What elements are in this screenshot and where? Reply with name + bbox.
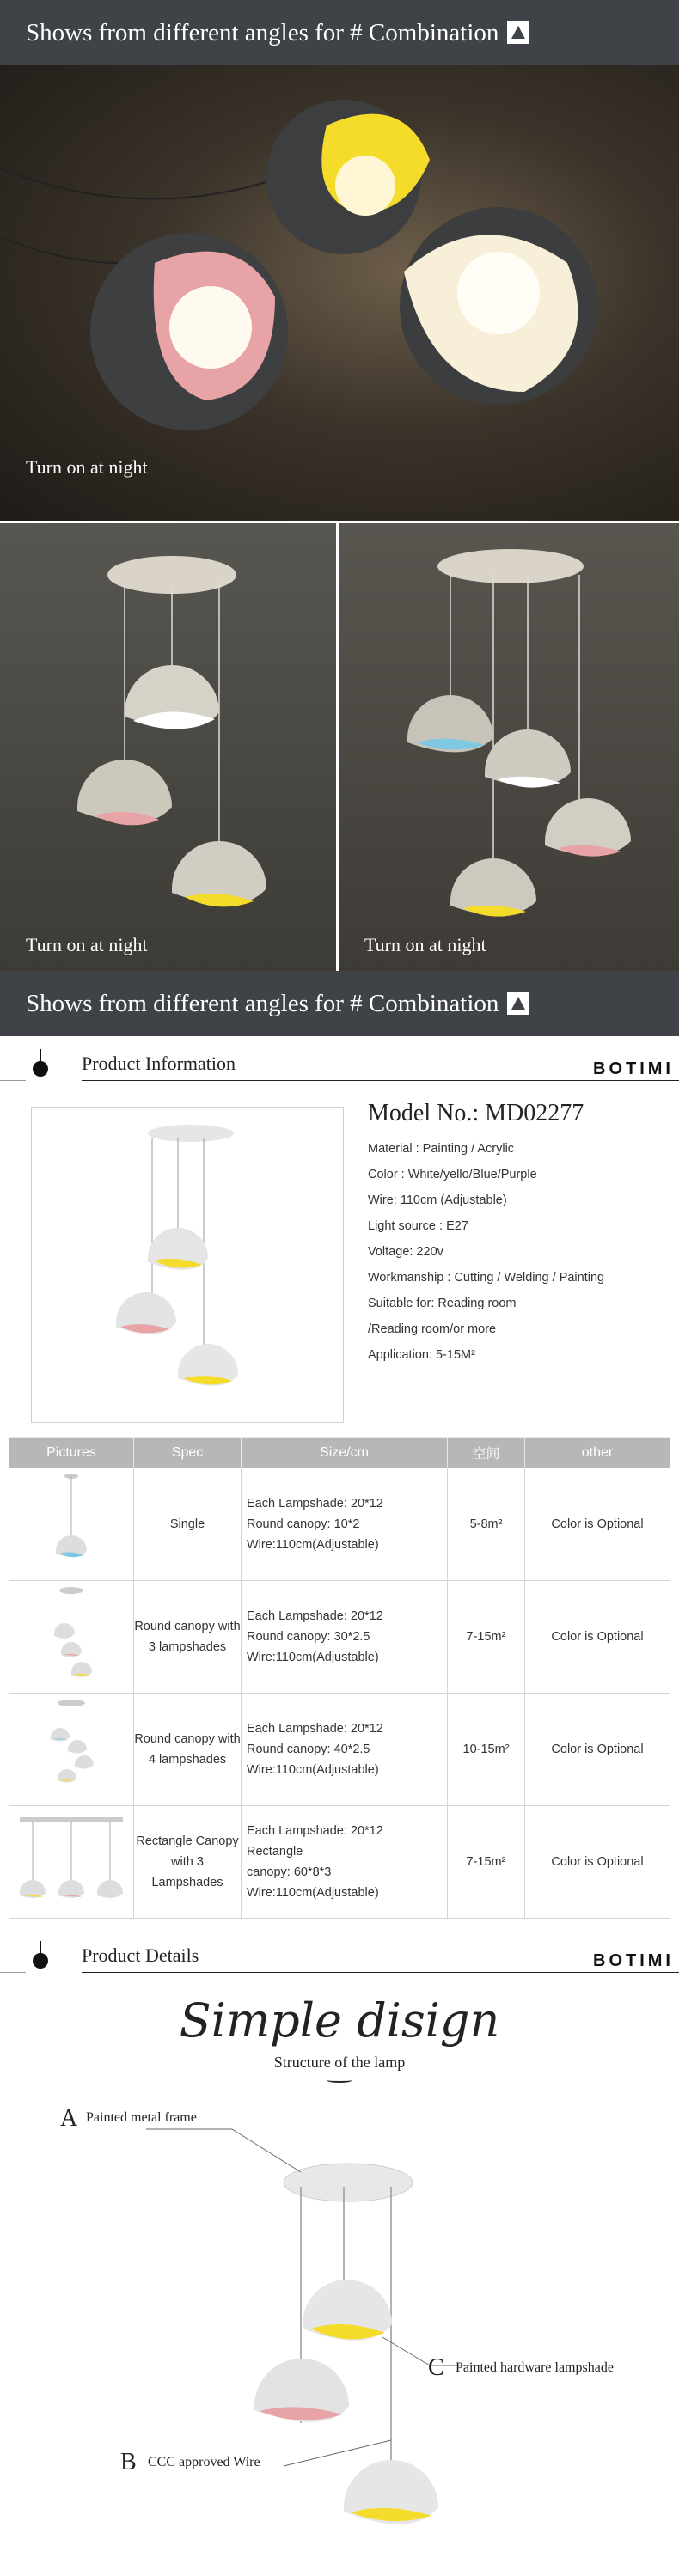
row-spec: Rectangle Canopy with 3 Lampshades [134, 1806, 242, 1919]
section-title: Product Information [82, 1053, 236, 1074]
right-photo [339, 521, 679, 971]
brand-logo: BOTIMI [593, 1059, 674, 1078]
label-a-text: Painted metal frame [86, 2110, 197, 2125]
table-row [9, 1581, 670, 1694]
size-line: Each Lampshade: 20*12 [247, 1609, 383, 1623]
four-lamp-thumbnail [46, 1694, 97, 1798]
size-line: Round canopy: 10*2 [247, 1517, 360, 1531]
spec-table [9, 1437, 670, 1919]
left-photo [0, 521, 339, 971]
spec-row: Light source : E27 [368, 1219, 468, 1233]
size-line: Each Lampshade: 20*12 [247, 1824, 383, 1838]
spec-row: Suitable for: Reading room [368, 1297, 517, 1310]
rectangle-lamp-thumbnail [11, 1807, 132, 1910]
row-picture [9, 1581, 134, 1694]
size-line: Round canopy: 30*2.5 [247, 1630, 370, 1644]
row-size [242, 1694, 448, 1806]
specs-panel [368, 1100, 669, 1368]
size-line: Wire:110cm(Adjustable) [247, 1538, 379, 1552]
spec-row: /Reading room/or more [368, 1322, 497, 1336]
right-lamps-illustration [339, 523, 679, 971]
label-c-text: Painted hardware lampshade [456, 2360, 614, 2375]
product-info-header [0, 1044, 679, 1087]
lamp-dot-icon [33, 1061, 48, 1077]
headline: Simple disign [179, 1993, 500, 2048]
label-c-letter: C [428, 2354, 444, 2381]
size-line: Wire:110cm(Adjustable) [247, 1651, 379, 1664]
row-space: 5-8m² [448, 1468, 525, 1581]
pendant-lamp-illustration [32, 1108, 343, 1422]
row-spec: Round canopy with 4 lampshades [134, 1694, 242, 1806]
banner-text: Shows from different angles for # Combination [26, 18, 499, 46]
spec-row: Application: 5-15M² [368, 1348, 475, 1362]
size-line: Wire:110cm(Adjustable) [247, 1886, 379, 1900]
divider [82, 1080, 679, 1081]
three-lamp-thumbnail [46, 1582, 97, 1685]
divider [0, 1972, 26, 1973]
subtitle: Structure of the lamp [273, 2054, 406, 2071]
section-title: Product Details [82, 1944, 199, 1966]
row-size [242, 1581, 448, 1694]
table-row [9, 1806, 670, 1919]
row-picture [9, 1806, 134, 1919]
column-header: Spec [134, 1438, 242, 1468]
spec-row: Color : White/yello/Blue/Purple [368, 1168, 537, 1181]
row-other: Color is Optional [525, 1468, 670, 1581]
structure-diagram [0, 2097, 679, 2576]
spec-row: Workmanship : Cutting / Welding / Painting [368, 1271, 605, 1285]
row-spec: Round canopy with 3 lampshades [134, 1581, 242, 1694]
column-header: Size/cm [242, 1438, 448, 1468]
row-size [242, 1468, 448, 1581]
ornament-icon [327, 2078, 352, 2083]
row-other: Color is Optional [525, 1806, 670, 1919]
size-line: Wire:110cm(Adjustable) [247, 1763, 379, 1777]
row-spec: Single [134, 1468, 242, 1581]
table-header-row [9, 1438, 670, 1468]
spec-row: Material : Painting / Acrylic [368, 1142, 515, 1156]
right-caption: Turn on at night [364, 934, 486, 955]
size-line: Rectangle [247, 1845, 303, 1859]
column-header: other [525, 1438, 670, 1468]
size-line: Each Lampshade: 20*12 [247, 1722, 383, 1736]
product-image [31, 1107, 344, 1423]
table-row [9, 1694, 670, 1806]
row-other: Color is Optional [525, 1694, 670, 1806]
row-size [242, 1806, 448, 1919]
size-line: Each Lampshade: 20*12 [247, 1497, 383, 1511]
size-line: canopy: 60*8*3 [247, 1865, 332, 1879]
model-number: Model No.: MD02277 [368, 1100, 584, 1126]
left-lamps-illustration [0, 523, 339, 971]
label-b-text: CCC approved Wire [148, 2455, 260, 2469]
label-b-letter: B [120, 2449, 137, 2475]
single-lamp-thumbnail [46, 1469, 97, 1572]
hero-lamps-illustration [0, 65, 679, 521]
brand-logo: BOTIMI [593, 1951, 674, 1970]
row-picture [9, 1694, 134, 1806]
row-space: 7-15m² [448, 1581, 525, 1694]
spec-row: Voltage: 220v [368, 1245, 443, 1259]
up-arrow-icon [507, 992, 529, 1015]
divider [0, 1080, 26, 1081]
hero-caption: Turn on at night [26, 456, 148, 478]
top-banner [0, 0, 679, 65]
row-picture [9, 1468, 134, 1581]
lamp-dot-icon [33, 1953, 48, 1969]
column-header: Pictures [9, 1438, 134, 1468]
up-arrow-icon [507, 21, 529, 44]
spec-row: Wire: 110cm (Adjustable) [368, 1193, 507, 1207]
table-row [9, 1468, 670, 1581]
hero-photo [0, 65, 679, 521]
left-caption: Turn on at night [26, 934, 148, 955]
row-other: Color is Optional [525, 1581, 670, 1694]
column-header: 空间 [448, 1438, 525, 1468]
divider [82, 1972, 679, 1973]
product-details-header [0, 1936, 679, 1979]
row-space: 7-15m² [448, 1806, 525, 1919]
banner-text: Shows from different angles for # Combination [26, 989, 499, 1017]
size-line: Round canopy: 40*2.5 [247, 1743, 370, 1756]
label-a-letter: A [60, 2105, 78, 2132]
row-space: 10-15m² [448, 1694, 525, 1806]
mid-banner [0, 971, 679, 1036]
